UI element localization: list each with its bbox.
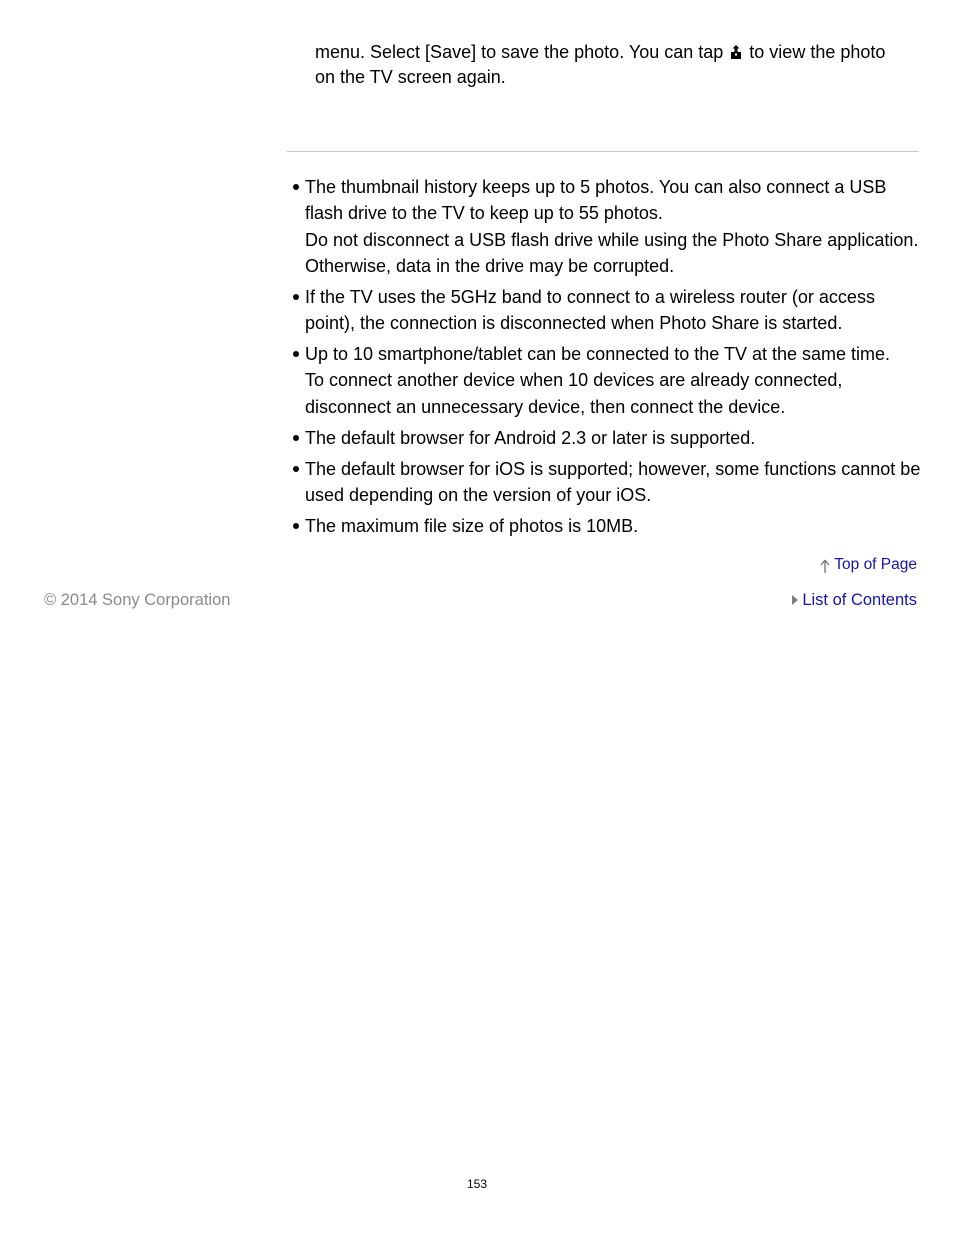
note-text: To connect another device when 10 devices are already connected, disconnect an unnecessary device, then connect the device. — [305, 370, 843, 417]
copyright-text: © 2014 Sony Corporation — [44, 591, 231, 609]
intro-text-after-icon: to view the photo on the TV screen again. — [315, 42, 886, 87]
note-text: The thumbnail history keeps up to 5 photos. You can also connect a USB flash drive to the TV to keep up to 55 photos. — [305, 177, 887, 224]
note-text: The maximum file size of photos is 10MB. — [305, 516, 639, 536]
note-text: Up to 10 smartphone/tablet can be connected to the TV at the same time. — [305, 344, 891, 365]
bullet-icon — [293, 435, 299, 441]
list-item — [291, 513, 921, 539]
section-divider — [287, 151, 919, 152]
note-text: If the TV uses the 5GHz band to connect to a wireless router (or access point), the connection is disconnected when Photo Share is started. — [305, 286, 875, 334]
list-of-contents-label: List of Contents — [802, 591, 917, 609]
bullet-icon — [293, 523, 299, 529]
note-text: The default browser for Android 2.3 or later is supported. — [305, 427, 756, 448]
intro-text-before-icon: menu. Select [Save] to save the photo. You can tap — [315, 42, 729, 62]
top-of-page-label: Top of Page — [834, 556, 917, 573]
bullet-icon — [293, 466, 299, 472]
top-of-page-link[interactable] — [820, 556, 917, 574]
list-item — [291, 174, 921, 279]
note-text: Do not disconnect a USB flash drive while using the Photo Share application. Otherwise, data in the drive may be corrupted. — [305, 229, 919, 276]
bullet-icon — [293, 294, 299, 300]
list-item — [291, 425, 921, 451]
list-of-contents-link[interactable] — [792, 591, 917, 610]
bullet-icon — [293, 184, 299, 190]
triangle-right-icon — [792, 595, 798, 605]
list-item — [291, 341, 921, 420]
intro-paragraph — [315, 40, 895, 90]
bullet-icon — [293, 351, 299, 357]
arrow-up-icon — [820, 559, 830, 573]
notes-list — [291, 174, 921, 544]
list-item — [291, 456, 921, 509]
list-item — [291, 284, 921, 337]
note-text: The default browser for iOS is supported; however, some functions cannot be used depending on the version of your iOS. — [305, 458, 921, 506]
page-number: 153 — [466, 1177, 488, 1191]
upload-icon — [730, 45, 742, 59]
